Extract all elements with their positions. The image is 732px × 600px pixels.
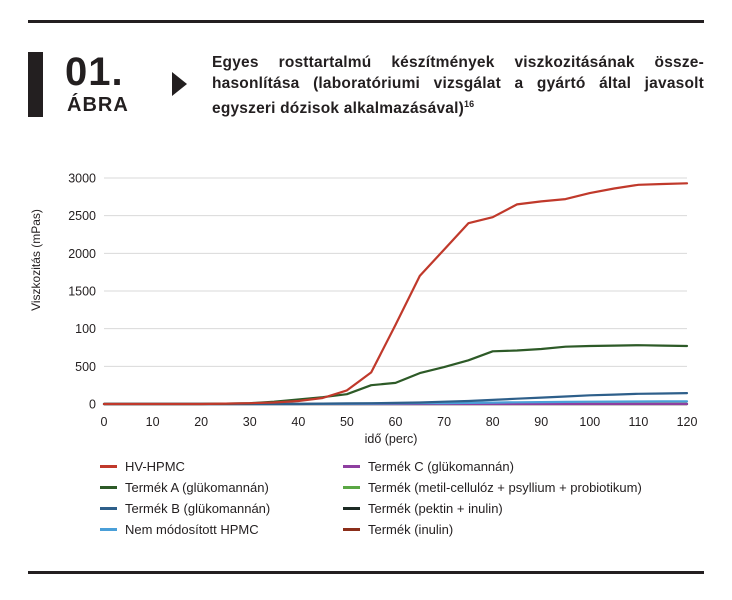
x-tick-label: 0 (100, 415, 108, 429)
legend-swatch (100, 528, 117, 531)
legend-item (100, 459, 185, 475)
series-line (104, 183, 687, 404)
x-tick-label: 90 (534, 415, 549, 429)
legend-item (100, 501, 270, 517)
y-axis-ticks (68, 172, 96, 412)
y-tick-label: 2000 (68, 246, 96, 261)
legend-swatch (343, 465, 360, 468)
figure-title-ref: 16 (463, 99, 475, 109)
x-axis-ticks (101, 415, 698, 429)
legend-label: Termék C (glükomannán) (368, 459, 514, 474)
legend-swatch (100, 486, 117, 489)
x-tick-label: 80 (485, 415, 500, 429)
legend-item (343, 480, 642, 496)
legend-label: Termék A (glükomannán) (125, 480, 269, 495)
legend-item (343, 459, 514, 475)
y-axis-label: Viszkozitás (mPas) (29, 209, 43, 311)
legend-swatch (100, 465, 117, 468)
x-tick-label: 20 (194, 415, 209, 429)
x-axis-label: idő (perc) (364, 432, 418, 446)
legend-swatch (100, 507, 117, 510)
x-tick-label: 10 (145, 415, 160, 429)
legend-label: Termék (pektin + inulin) (368, 501, 503, 516)
figure-number: 01. (65, 50, 124, 94)
x-tick-label: 110 (628, 415, 649, 429)
y-tick-label: 1500 (68, 284, 96, 299)
bottom-rule (28, 571, 704, 574)
x-tick-label: 30 (242, 415, 257, 429)
legend-item (100, 522, 259, 538)
legend-swatch (343, 507, 360, 510)
figure-label: ÁBRA (67, 94, 129, 116)
legend-item (343, 501, 503, 517)
chart-series (104, 183, 687, 404)
legend-label: Termék B (glükomannán) (125, 501, 271, 516)
legend-item (343, 522, 453, 538)
x-tick-label: 70 (437, 415, 452, 429)
legend-swatch (343, 486, 360, 489)
legend-label: Termék (metil-cellulóz + psyllium + probiotikum) (368, 480, 642, 495)
y-tick-label: 3000 (68, 171, 96, 186)
x-tick-label: 60 (388, 415, 403, 429)
figure-title-text: Egyes rosttartalmú készítmények viszkozitásának össze-hasonlítása (laboratóriumi vizsgálat a gyártó által javasolt egyszeri dózisok alkalmazásával) (212, 54, 704, 118)
x-tick-label: 100 (579, 415, 601, 429)
chart-grid (104, 178, 687, 404)
y-tick-label: 0 (89, 397, 96, 412)
y-tick-label: 100 (75, 322, 96, 337)
legend-label: HV-HPMC (125, 459, 185, 474)
legend-label: Termék (inulin) (368, 522, 454, 537)
legend-item (100, 480, 269, 496)
legend-swatch (343, 528, 360, 531)
y-tick-label: 2500 (68, 209, 96, 224)
y-tick-label: 500 (75, 359, 96, 374)
x-tick-label: 40 (291, 415, 306, 429)
x-tick-label: 50 (339, 415, 354, 429)
x-tick-label: 120 (676, 415, 698, 429)
legend-label: Nem módosított HPMC (125, 522, 259, 537)
